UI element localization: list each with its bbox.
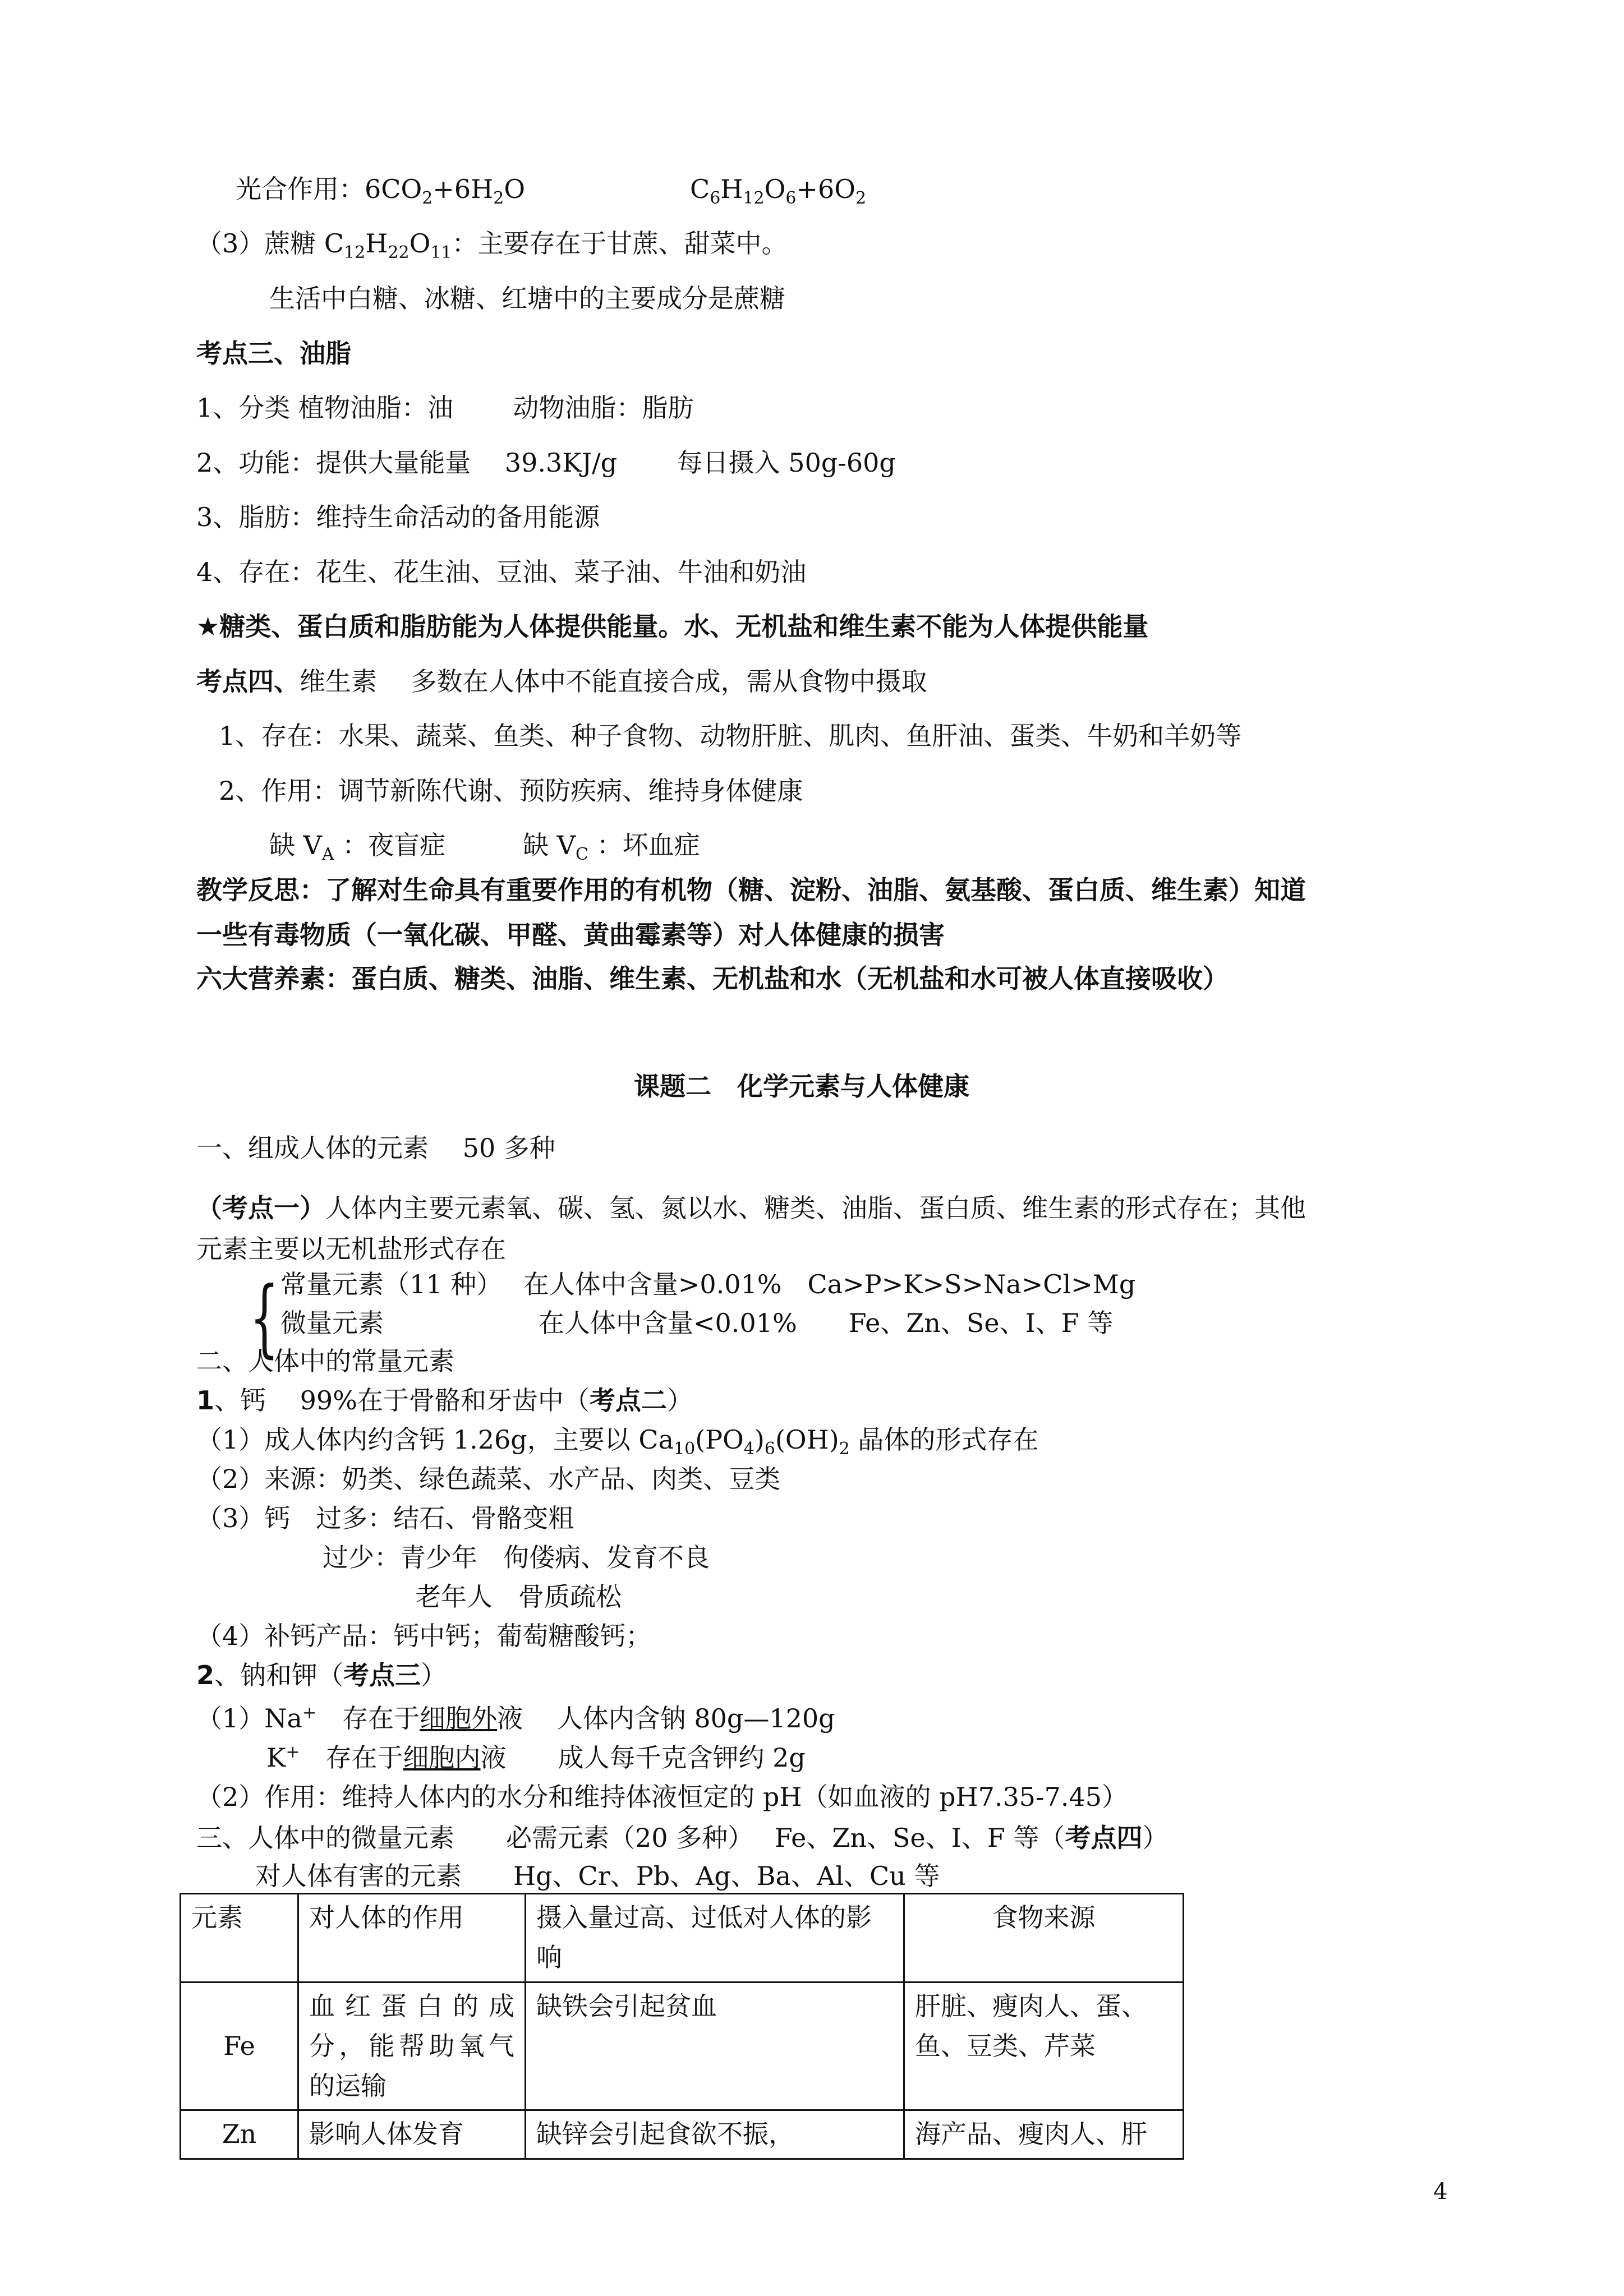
subscript: 10 — [674, 1439, 696, 1459]
text-fragment: 1 — [196, 1385, 215, 1416]
subscript: A — [321, 845, 334, 865]
text-fragment: H — [365, 228, 388, 259]
trace-elements-table — [180, 1893, 1184, 2160]
sucrose-note: 生活中白糖、冰糖、红塘中的主要成分是蔗糖 — [269, 283, 785, 313]
text-fragment: 细胞外 — [420, 1703, 498, 1733]
text-fragment: 考点四 — [1065, 1823, 1143, 1853]
text-fragment: 三、人体中的微量元素 必需元素（20 多种） Fe、Zn、Se、I、F 等（ — [196, 1823, 1065, 1853]
text-fragment: K — [266, 1742, 286, 1773]
text-fragment: 液 成人每千克含钾约 2g — [480, 1742, 806, 1773]
table-row — [181, 1982, 1184, 2110]
subscript: 2 — [493, 188, 504, 209]
cell-intake-effect: 缺锌会引起食欲不振， — [526, 2110, 904, 2159]
calcium-supplements: （4）补钙产品：钙中钙；葡萄糖酸钙； — [196, 1621, 652, 1651]
body-elements-count: 一、组成人体的元素 50 多种 — [196, 1133, 555, 1163]
text-fragment: O — [409, 228, 431, 259]
text-fragment: 人体内主要元素氧、碳、氢、氮以水、糖类、油脂、蛋白质、维生素的形式存在；其他 — [325, 1193, 1306, 1223]
subscript: 2 — [422, 188, 433, 209]
energy-note: ★糖类、蛋白质和脂肪能为人体提供能量。水、无机盐和维生素不能为人体提供能量 — [196, 611, 1149, 642]
text-fragment: ） — [666, 1385, 693, 1416]
table-header-row — [181, 1894, 1184, 1983]
sodium-potassium-function: （2）作用：维持人体内的水分和维持体液恒定的 pH（如血液的 pH7.35-7.45） — [196, 1782, 1128, 1812]
text-fragment: ：主要存在于甘蔗、甜菜中。 — [452, 228, 788, 259]
text-fragment: O — [764, 174, 786, 204]
text-fragment: （1）成人体内约含钙 1.26g，主要以 Ca — [196, 1424, 674, 1455]
photosynthesis-line — [236, 174, 526, 209]
superscript: + — [286, 1742, 300, 1762]
main-elements — [196, 1193, 1306, 1224]
six-nutrients: 六大营养素：蛋白质、糖类、油脂、维生素、无机盐和水（无机盐和水可被人体直接吸收） — [196, 963, 1229, 994]
potassium-line — [266, 1742, 806, 1773]
text-fragment: 、钙 99%在于骨骼和牙齿中（ — [214, 1385, 590, 1416]
text-fragment: （考点一） — [196, 1193, 325, 1223]
subscript: 11 — [430, 243, 452, 263]
superscript: + — [302, 1703, 317, 1723]
text-fragment: 2 — [196, 1660, 215, 1690]
text-fragment: 考点四、 — [196, 666, 300, 697]
fat-reserve: 3、脂肪：维持生命活动的备用能源 — [196, 502, 600, 532]
calcium-deficiency: 过少：青少年 佝偻病、发育不良 — [323, 1542, 710, 1573]
fat-classification: 1、分类 植物油脂：油 动物油脂：脂肪 — [196, 393, 694, 423]
subscript: C — [575, 845, 588, 865]
sodium-line — [196, 1703, 835, 1734]
subscript: 2 — [855, 188, 867, 209]
calcium-elderly: 老年人 骨质疏松 — [415, 1582, 622, 1612]
sodium-potassium-heading — [196, 1660, 447, 1691]
text-fragment: (PO — [695, 1424, 744, 1455]
harmful-elements: 对人体有害的元素 Hg、Cr、Pb、Ag、Ba、Al、Cu 等 — [255, 1861, 940, 1891]
text-fragment: +6H — [433, 174, 494, 204]
text-fragment: ) — [754, 1424, 765, 1455]
section-heading-fats: 考点三、油脂 — [196, 338, 351, 368]
vitamin-deficiency — [269, 830, 700, 865]
subscript: 6 — [764, 1439, 775, 1459]
text-fragment: 缺 V — [269, 830, 322, 860]
cell-function: 血红蛋白的成分，能帮助氧气的运输 — [298, 1982, 526, 2110]
text-fragment: ） — [1142, 1823, 1168, 1853]
header-element: 元素 — [181, 1894, 298, 1983]
calcium-excess: （3）钙 过多：结石、骨骼变粗 — [196, 1503, 574, 1533]
text-fragment: ：坏血症 — [588, 830, 700, 860]
calcium-sources: （2）来源：奶类、绿色蔬菜、水产品、肉类、豆类 — [196, 1464, 781, 1494]
text-fragment: C — [690, 174, 710, 204]
subscript: 2 — [839, 1439, 850, 1459]
text-fragment: +6O — [796, 174, 855, 204]
subscript: 12 — [344, 243, 366, 263]
text-fragment: (OH) — [775, 1424, 839, 1455]
section-heading-vitamins — [196, 666, 927, 697]
subscript: 22 — [388, 243, 410, 263]
photosynthesis-product — [690, 174, 867, 209]
calcium-heading — [196, 1385, 693, 1416]
text-fragment: 、钠和钾（ — [214, 1660, 344, 1690]
text-fragment: （1）Na — [196, 1703, 302, 1733]
text-fragment: O — [504, 174, 526, 204]
teaching-reflection: 教学反思：了解对生命具有重要作用的有机物（糖、淀粉、油脂、氨基酸、蛋白质、维生素）知道 — [196, 875, 1306, 905]
subscript: 4 — [743, 1439, 755, 1459]
cell-intake-effect: 缺铁会引起贫血 — [526, 1982, 904, 2110]
main-elements-cont: 元素主要以无机盐形式存在 — [196, 1234, 506, 1264]
teaching-reflection-cont: 一些有毒物质（一氧化碳、甲醛、黄曲霉素等）对人体健康的损害 — [196, 920, 945, 950]
vitamin-function: 2、作用：调节新陈代谢、预防疾病、维持身体健康 — [219, 776, 803, 806]
text-fragment: 液 人体内含钠 80g—120g — [497, 1703, 835, 1733]
text-fragment: 维生素 多数在人体中不能直接合成，需从食物中摄取 — [300, 666, 927, 697]
trace-elements: 微量元素 在人体中含量<0.01% Fe、Zn、Se、I、F 等 — [280, 1308, 1114, 1338]
text-fragment: 存在于 — [316, 1703, 420, 1733]
brace-icon: { — [250, 1269, 279, 1367]
header-food-source: 食物来源 — [904, 1894, 1184, 1983]
text-fragment: 细胞内 — [403, 1742, 481, 1773]
page-number: 4 — [1433, 2179, 1448, 2205]
cell-element: Fe — [181, 1982, 298, 2110]
subscript: 12 — [743, 188, 765, 209]
header-function: 对人体的作用 — [298, 1894, 526, 1983]
trace-elements-section — [196, 1823, 1168, 1854]
fat-sources: 4、存在：花生、花生油、豆油、菜子油、牛油和奶油 — [196, 557, 807, 587]
table-row — [181, 2110, 1184, 2159]
text-fragment: 晶体的形式存在 — [849, 1424, 1039, 1455]
cell-element: Zn — [181, 2110, 298, 2159]
header-intake-effect: 摄入量过高、过低对人体的影响 — [526, 1894, 904, 1983]
macro-elements: 常量元素（11 种） 在人体中含量>0.01% Ca>P>K>S>Na>Cl>Mg — [280, 1269, 1136, 1299]
text-fragment: ：夜盲症 缺 V — [334, 830, 576, 860]
subscript: 6 — [785, 188, 797, 209]
text-fragment: 光合作用：6CO — [236, 174, 422, 204]
subscript: 6 — [710, 188, 721, 209]
text-fragment: 存在于 — [300, 1742, 403, 1773]
section-macro-elements: 二、人体中的常量元素 — [196, 1346, 454, 1376]
cell-food-source: 肝脏、瘦肉人、蛋、鱼、豆类、芹菜 — [904, 1982, 1184, 2110]
vitamin-sources: 1、存在：水果、蔬菜、鱼类、种子食物、动物肝脏、肌肉、鱼肝油、蛋类、牛奶和羊奶等 — [219, 721, 1242, 751]
fat-function: 2、功能：提供大量能量 39.3KJ/g 每日摄入 50g-60g — [196, 448, 896, 478]
text-fragment: 考点三 — [343, 1660, 421, 1690]
cell-food-source: 海产品、瘦肉人、肝 — [904, 2110, 1184, 2159]
lesson-title: 课题二 化学元素与人体健康 — [634, 1071, 969, 1101]
calcium-content — [196, 1424, 1039, 1459]
text-fragment: （3）蔗糖 C — [196, 228, 344, 259]
sucrose-line — [196, 228, 788, 263]
text-fragment: ） — [421, 1660, 447, 1690]
cell-function: 影响人体发育 — [298, 2110, 526, 2159]
text-fragment: H — [720, 174, 743, 204]
text-fragment: 考点二 — [589, 1385, 667, 1416]
